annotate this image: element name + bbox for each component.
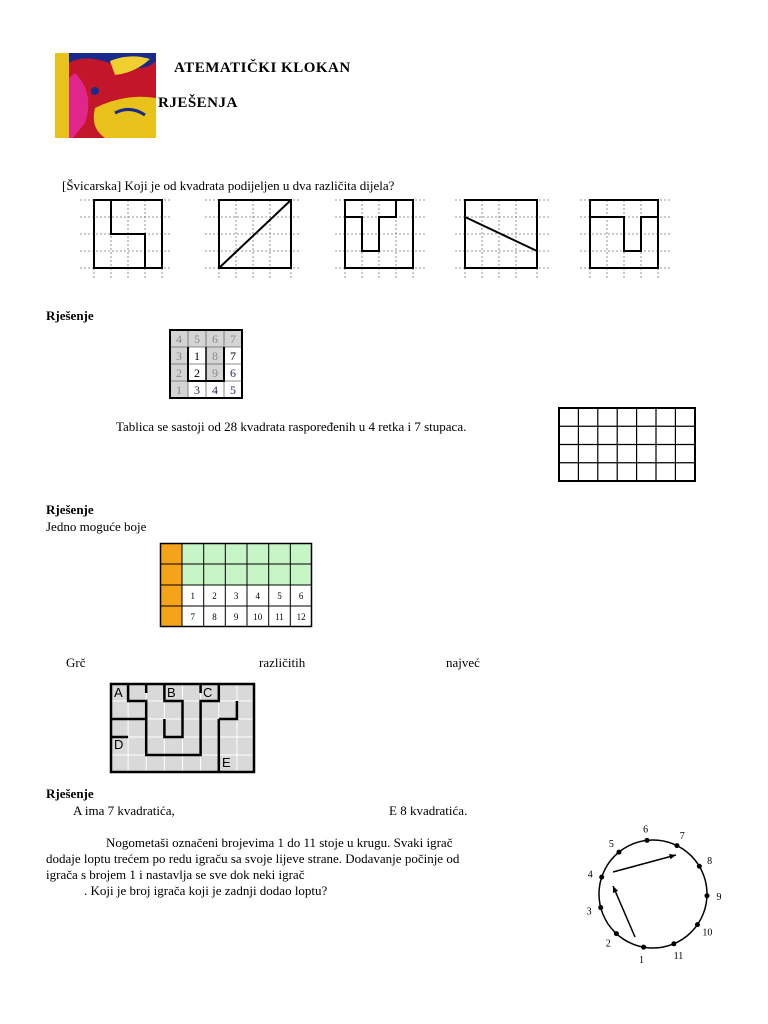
grid-number: 3 <box>176 349 182 363</box>
grid-number: 8 <box>212 349 218 363</box>
table-4x7 <box>558 407 696 482</box>
square-option-3 <box>335 200 425 280</box>
maze-grid <box>110 683 255 773</box>
coloring-table <box>160 543 312 627</box>
grid-number: 2 <box>176 366 182 380</box>
maze-label-b: B <box>167 685 176 700</box>
grid-number: 4 <box>212 383 218 397</box>
square-option-1 <box>80 200 170 280</box>
question-4-line-4: . Koji je broj igrača koji je zadnji dodao loptu? <box>84 883 328 898</box>
cell-number: 12 <box>296 612 306 622</box>
grid-number: 9 <box>212 366 218 380</box>
cell-number: 4 <box>255 591 261 601</box>
square-option-2 <box>205 200 300 280</box>
maze-label-d: D <box>114 737 124 752</box>
kangaroo-logo <box>55 53 156 138</box>
question-4-line-2: dodaje loptu trećem po redu igraču sa svoje lijeve strane. Dodavanje počinje od <box>46 851 460 866</box>
cell-number: 8 <box>212 612 217 622</box>
grid-number: 1 <box>194 349 200 363</box>
cell-number: 1 <box>190 591 196 601</box>
solution-2-heading: Rješenje <box>46 502 94 517</box>
player-dot <box>641 945 646 950</box>
player-dot <box>616 850 621 855</box>
maze-label-a: A <box>114 685 123 700</box>
player-dot <box>599 875 604 880</box>
page-subtitle: RJEŠENJA <box>158 95 238 111</box>
grid-number: 4 <box>176 332 182 346</box>
cell-number: 2 <box>212 591 217 601</box>
cell-number: 11 <box>275 612 284 622</box>
player-dot <box>598 905 603 910</box>
player-label: 10 <box>702 927 713 939</box>
player-dot <box>704 893 709 898</box>
solution-3-heading: Rješenje <box>46 786 94 801</box>
player-dot <box>674 843 679 848</box>
players-circle-diagram <box>583 824 723 966</box>
solution-2-subheading: Jedno moguće boje <box>46 519 147 534</box>
player-label: 3 <box>586 906 592 918</box>
solution-3-line-right: E 8 kvadratića. <box>389 803 468 818</box>
player-label: 9 <box>716 892 722 904</box>
grid-number: 3 <box>194 383 200 397</box>
player-dot <box>695 922 700 927</box>
player-label: 2 <box>605 938 611 950</box>
cell-number: 7 <box>190 612 196 622</box>
square-option-4 <box>455 200 550 280</box>
cell-number: 3 <box>233 591 239 601</box>
page-title: ATEMATIČKI KLOKAN <box>174 60 351 76</box>
cell-number: 9 <box>233 612 239 622</box>
grid-number: 6 <box>212 332 218 346</box>
question-1-text: [Švicarska] Koji je od kvadrata podijeljen u dva različita dijela? <box>62 178 395 193</box>
question-3-word-2: različitih <box>259 655 306 670</box>
grid-number: 7 <box>230 332 236 346</box>
grid-number: 2 <box>194 366 200 380</box>
player-label: 11 <box>673 950 684 962</box>
player-dot <box>614 931 619 936</box>
grid-number: 6 <box>230 366 236 380</box>
square-option-5 <box>580 200 670 280</box>
question-4-line-3: igrača s brojem 1 i nastavlja se sve dok neki igrač <box>46 867 305 882</box>
grid-number: 5 <box>230 383 236 397</box>
player-label: 4 <box>587 869 593 881</box>
grid-number: 1 <box>176 383 182 397</box>
player-label: 5 <box>608 838 614 850</box>
solution-1-heading: Rješenje <box>46 308 94 323</box>
player-label: 8 <box>707 856 713 868</box>
cell-number: 6 <box>298 591 304 601</box>
solution-1-number-grid <box>170 330 242 398</box>
cell-number: 10 <box>253 612 263 622</box>
player-dot <box>671 941 676 946</box>
question-2-text: Tablica se sastoji od 28 kvadrata raspoređenih u 4 retka i 7 stupaca. <box>116 419 467 434</box>
player-label: 7 <box>679 830 685 842</box>
player-label: 1 <box>639 954 645 966</box>
question-4-line-1: Nogometaši označeni brojevima 1 do 11 stoje u krugu. Svaki igrač <box>106 835 453 850</box>
question-3-word-1: Grč <box>66 655 86 670</box>
cell-number: 5 <box>277 591 282 601</box>
question-3-word-3: najveć <box>446 655 480 670</box>
maze-label-c: C <box>203 685 213 700</box>
grid-number: 5 <box>194 332 200 346</box>
player-dot <box>697 864 702 869</box>
player-dot <box>645 838 650 843</box>
maze-label-e: E <box>222 755 231 770</box>
solution-3-line-left: A ima 7 kvadratića, <box>73 803 175 818</box>
grid-number: 7 <box>230 349 236 363</box>
player-label: 6 <box>643 824 649 836</box>
